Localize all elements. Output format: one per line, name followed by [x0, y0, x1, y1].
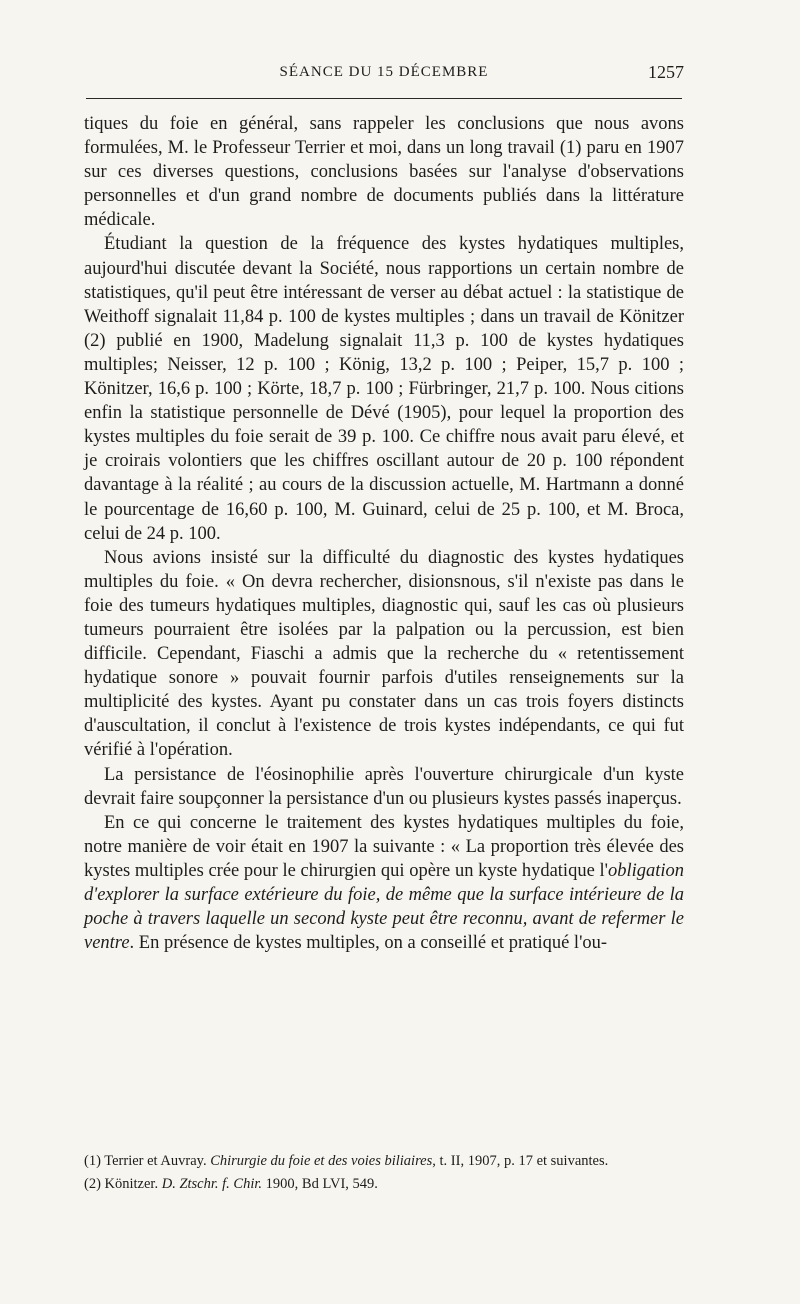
footnote-1-end: , t. II, 1907, p. 17 et suivantes. — [432, 1153, 609, 1169]
paragraph-5-end: . En présence de kystes multiples, on a conseillé et pratiqué l'ou- — [129, 933, 608, 954]
footnote-1-italic: Chirurgie du foie et des voies biliaires — [210, 1153, 433, 1169]
footnote-2 — [84, 1175, 684, 1194]
footnote-1-start: (1) Terrier et Auvray. — [84, 1153, 211, 1169]
footnotes — [84, 1152, 684, 1197]
paragraph-5 — [84, 811, 684, 956]
footnote-1 — [84, 1152, 684, 1171]
paragraph-4: La persistance de l'éosinophilie après l'ouverture chirurgicale d'un kyste devrait faire soupçonner la persistance d'un ou plusieurs kystes passés inaperçus. — [84, 764, 684, 809]
body-text — [84, 112, 684, 955]
footnote-2-end: 1900, Bd LVI, 549. — [262, 1175, 378, 1192]
page-number: 1257 — [648, 62, 684, 82]
paragraph-3: Nous avions insisté sur la difficulté du diagnostic des kystes hydatiques multiples du foie. « On devra rechercher, disionsnous, s'il n'existe pas dans le foie des tumeurs hydatiques multiples, diagnostic qui, sauf les cas où plusieurs tumeurs pourraient être isolées par la palpation ou la percussion, est bien difficile. Cependant, Fiaschi a admis que la recherche du « retentissement hydatique sonore » pouvait fournir parfois d'utiles renseignements sur la multiplicité des kystes. Ayant pu constater dans un cas trois foyers distincts d'auscultation, il conclut à l'existence de trois kystes indépendants, ce qui fut vérifié à l'opération. — [84, 547, 684, 761]
header-rule — [86, 98, 682, 99]
footnote-2-start: (2) Könitzer. — [84, 1175, 162, 1192]
footnote-2-italic: D. Ztschr. f. Chir. — [161, 1175, 263, 1192]
paragraph-5-start: En ce qui concerne le traitement des kystes hydatiques multiples du foie, notre manière de voir était en 1907 la suivante : « La proportion très élevée des kystes multiples crée pour le chirurgien qui opère un kyste hydatique l' — [84, 812, 684, 881]
paragraph-2: Étudiant la question de la fréquence des kystes hydatiques multiples, aujourd'hui discutée devant la Société, nous rapportions un certain nombre de statistiques, qu'il peut être intéressant de verser au débat actuel : la statistique de Weithoff signalait 11,84 p. 100 de kystes multiples ; dans un travail de Könitzer (2) publié en 1900, Madelung signalait 11,3 p. 100 de kystes hydatiques multiples; Neisser, 12 p. 100 ; König, 13,2 p. 100 ; Peiper, 15,7 p. 100 ; Könitzer, 16,6 p. 100 ; Körte, 18,7 p. 100 ; Fürbringer, 21,7 p. 100. Nous citions enfin la statistique personnelle de Dévé (1905), pour lequel la proportion des kystes multiples du foie serait de 39 p. 100. Ce chiffre nous avait paru élevé, et je croirais volontiers que les chiffres oscillant autour de 20 p. 100 répondent davantage à la réalité ; au cours de la discussion actuelle, M. Hartmann a donné le pourcentage de 16,60 p. 100, M. Guinard, celui de 25 p. 100, et M. Broca, celui de 24 p. 100. — [84, 234, 684, 544]
paragraph-1: tiques du foie en général, sans rappeler les conclusions que nous avons formulées, M. le Professeur Terrier et moi, dans un long travail (1) paru en 1907 sur ces diverses questions, conclusions basées sur l'analyse d'observations personnelles et d'un grand nombre de documents publiés dans la littérature médicale. — [84, 114, 684, 231]
paragraph-5-italic: obligation d'explorer la surface extérieure du foie, de même que la surface intérieure de la poche à travers laquelle un second kyste peut être reconnu, avant de refermer le ventre — [84, 860, 684, 954]
running-title: SÉANCE DU 15 DÉCEMBRE — [279, 64, 489, 80]
running-head — [84, 62, 684, 86]
